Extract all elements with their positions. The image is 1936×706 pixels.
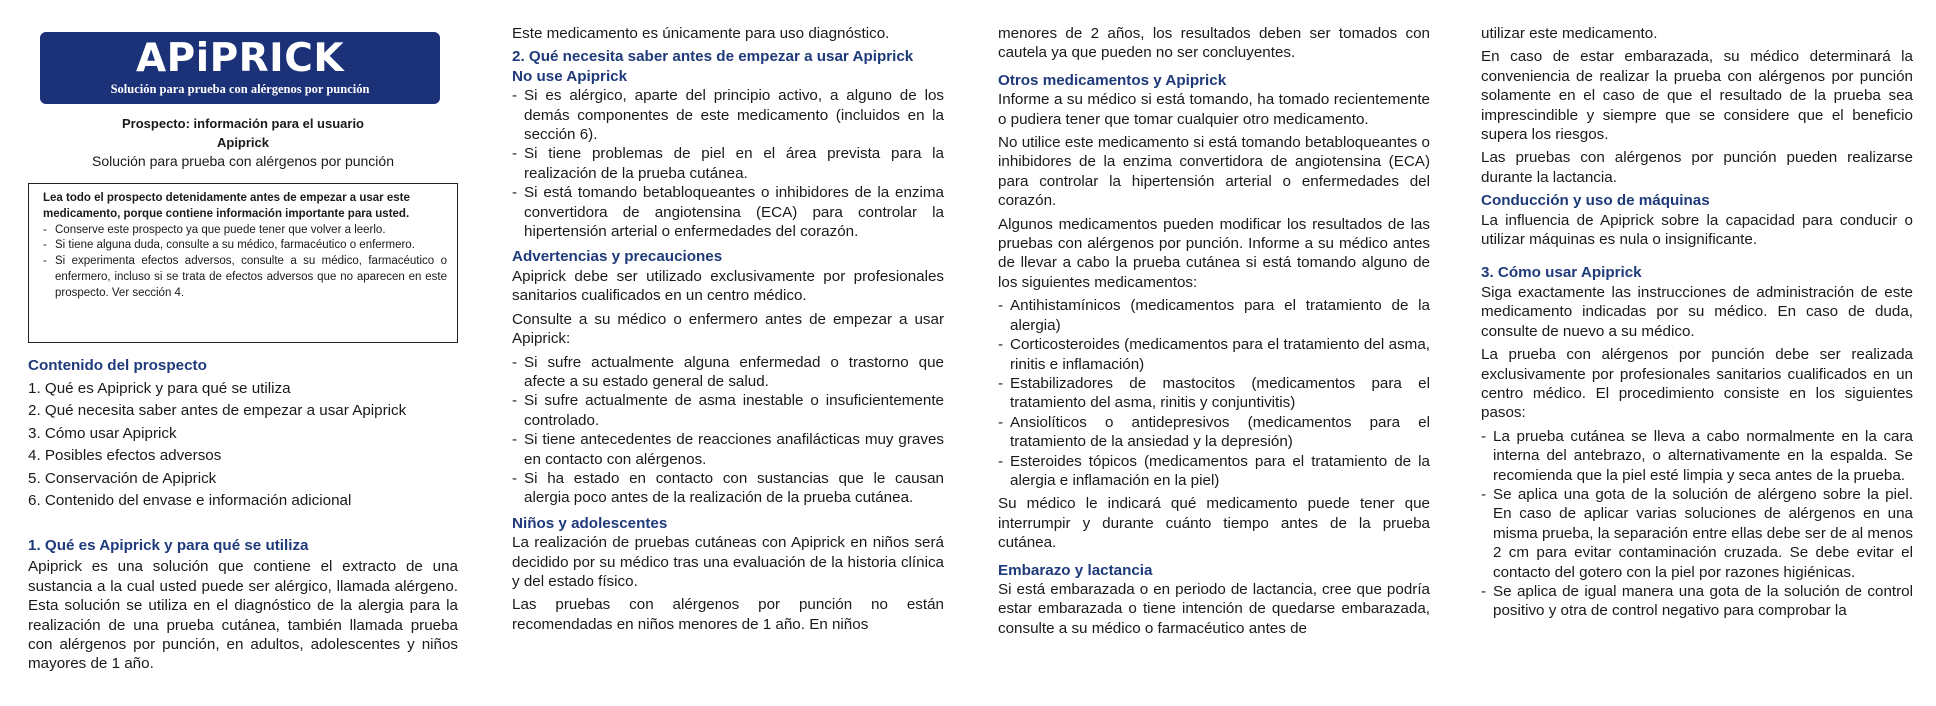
toc-item: 6. Contenido del envase e información adicional (28, 492, 352, 509)
other-medicines-title: Otros medicamentos y Apiprick (998, 71, 1227, 89)
paragraph: Algunos medicamentos pueden modificar los resultados de las pruebas con alérgenos por punción. Informe a su médico antes de llevar a cabo la prueba cutánea si está tomando alguno de los siguientes medicamentos: (998, 215, 1430, 291)
list-item: - Si tiene alguna duda, consulte a su médico, farmacéutico o enfermero. (43, 238, 447, 254)
paragraph: Su médico le indicará qué medicamento puede tener que interrumpir y durante cuánto tiempo antes de la prueba cutánea. (998, 495, 1430, 552)
warnings-paragraph: Consulte a su médico o enfermero antes de empezar a usar Apiprick: (512, 310, 944, 348)
list-item: - Ansiolíticos o antidepresivos (medicamentos para el tratamiento de la ansiedad y la depresión) (998, 413, 1430, 452)
table-of-contents (28, 355, 458, 513)
no-use-list (512, 86, 944, 241)
children-title: Niños y adolescentes (512, 514, 668, 532)
paragraph: La influencia de Apiprick sobre la capacidad para conducir o utilizar máquinas es nula o insignificante. (1481, 211, 1913, 249)
warnings-title: Advertencias y precauciones (512, 248, 723, 266)
medicines-list (998, 296, 1430, 490)
no-use-title: No use Apiprick (512, 67, 628, 85)
diagnostic-use-note: Este medicamento es únicamente para uso diagnóstico. (512, 25, 890, 42)
warnings-list (512, 353, 944, 508)
list-item: - Se aplica de igual manera una gota de la solución de control positivo y otra de control negativo para comprobar la (1481, 582, 1913, 621)
toc-item: 1. Qué es Apiprick y para qué se utiliza (28, 379, 291, 397)
pregnancy-title: Embarazo y lactancia (998, 561, 1153, 579)
leaflet-header: Prospecto: información para el usuario (122, 116, 364, 131)
list-item: - Si experimenta efectos adversos, consulte a su médico, farmacéutico o enfermero, incluso si se trata de efectos adversos que no aparecen en este prospecto. Ver sección 4. (43, 254, 447, 301)
list-item: - Si ha estado en contacto con sustancias que le causan alergia poco antes de la realización de la prueba cutánea. (512, 469, 944, 508)
product-description: Solución para prueba con alérgenos por punción (92, 153, 394, 169)
paragraph: Si está embarazada o en periodo de lactancia, cree que podría estar embarazada o tiene intención de quedarse embarazada, consulte a su médico o farmacéutico antes de (998, 580, 1430, 637)
list-item: - Si es alérgico, aparte del principio activo, a alguno de los demás componentes de este medicamento (incluidos en la sección 6). (512, 86, 944, 144)
toc-item: 4. Posibles efectos adversos (28, 447, 222, 464)
warning-box-list (43, 223, 447, 302)
paragraph: No utilice este medicamento si está tomando betabloqueantes o inhibidores de la enzima convertidora de angiotensina (ECA) para controlar la hipertensión arterial o enfermedades del corazón. (998, 134, 1430, 210)
paragraph: Informe a su médico si está tomando, ha tomado recientemente o pudiera tener que tomar cualquier otro medicamento. (998, 91, 1430, 128)
paragraph: menores de 2 años, los resultados deben ser tomados con cautela ya que pueden no ser concluyentes. (998, 25, 1430, 62)
toc-title: Contenido del prospecto (28, 357, 207, 374)
list-item: - Antihistamínicos (medicamentos para el tratamiento de la alergia) (998, 296, 1430, 335)
paragraph: Las pruebas con alérgenos por punción pueden realizarse durante la lactancia. (1481, 149, 1913, 186)
section-3-title: 3. Cómo usar Apiprick (1481, 264, 1642, 282)
brand-logo (40, 32, 440, 104)
logo-subtitle: Solución para prueba con alérgenos por punción (110, 82, 370, 96)
children-paragraph: Las pruebas con alérgenos por punción no están recomendadas en niños menores de 1 año. En niños (512, 596, 944, 633)
section-2-title: 2. Qué necesita saber antes de empezar a usar Apiprick (512, 48, 914, 66)
list-item: - La prueba cutánea se lleva a cabo normalmente en la cara interna del antebrazo, o alternativamente en la espalda. Se recomienda que la piel esté limpia y seca antes de la prueba. (1481, 427, 1913, 485)
paragraph: utilizar este medicamento. (1481, 25, 1658, 42)
section-1-title: 1. Qué es Apiprick y para qué se utiliza (28, 537, 309, 554)
driving-title: Conducción y uso de máquinas (1481, 192, 1710, 210)
paragraph: La prueba con alérgenos por punción debe ser realizada exclusivamente por profesionales sanitarios cualificados en un centro médico. El procedimiento consiste en los siguientes pasos: (1481, 346, 1913, 422)
steps-list (1481, 427, 1913, 621)
list-item: - Corticosteroides (medicamentos para el tratamiento del asma, rinitis e inflamación) (998, 335, 1430, 374)
list-item: - Esteroides tópicos (medicamentos para el tratamiento de la alergia e inflamación en la piel) (998, 452, 1430, 491)
product-name: Apiprick (216, 135, 269, 150)
column-3 (998, 24, 1430, 642)
warning-box (28, 183, 458, 343)
children-paragraph: La realización de pruebas cutáneas con Apiprick en niños será decidido por su médico tras una evaluación de la historia clínica y del estado físico. (512, 534, 944, 590)
warning-box-intro: Lea todo el prospecto detenidamente antes de empezar a usar este medicamento, porque contiene información importante para usted. (43, 192, 410, 220)
toc-item: 3. Cómo usar Apiprick (28, 424, 177, 442)
paragraph: Siga exactamente las instrucciones de administración de este medicamento indicadas por su médico. En caso de duda, consulte de nuevo a su médico. (1481, 283, 1913, 340)
column-4 (1481, 24, 1913, 621)
paragraph: En caso de estar embarazada, su médico determinará la conveniencia de realizar la prueba con alérgenos por punción solamente en el caso de que el resultado de la prueba sea imprescindible y siempre que se considere que el beneficio supera los riesgos. (1481, 48, 1913, 144)
warnings-paragraph: Apiprick debe ser utilizado exclusivamente por profesionales sanitarios cualificados en un centro médico. (512, 267, 944, 305)
list-item: - Si sufre actualmente alguna enfermedad o trastorno que afecte a su estado general de salud. (512, 353, 944, 392)
toc-item: 2. Qué necesita saber antes de empezar a usar Apiprick (28, 402, 407, 419)
column-2 (512, 24, 944, 638)
list-item: - Si sufre actualmente de asma inestable o insuficientemente controlado. (512, 391, 944, 430)
list-item: - Si tiene problemas de piel en el área prevista para la realización de la prueba cutánea. (512, 144, 944, 183)
list-item: - Conserve este prospecto ya que puede tener que volver a leerlo. (43, 223, 447, 239)
list-item: - Estabilizadores de mastocitos (medicamentos para el tratamiento del asma, rinitis y conjuntivitis) (998, 374, 1430, 413)
list-item: - Si está tomando betabloqueantes o inhibidores de la enzima convertidora de angiotensina (ECA) para controlar la hipertensión arterial o enfermedades del corazón. (512, 183, 944, 241)
toc-item: 5. Conservación de Apiprick (28, 469, 217, 487)
section-1-text: Apiprick es una solución que contiene el extracto de una sustancia a la cual usted puede ser alérgico, llamada alérgeno. Esta solución se utiliza en el diagnóstico de la alergia para la realización de una prueba cutánea, también llamada prueba con alérgenos por punción, en adultos, adolescentes y niños mayores de 1 año. (28, 558, 458, 673)
list-item: - Si tiene antecedentes de reacciones anafilácticas muy graves en contacto con alérgenos. (512, 430, 944, 469)
list-item: - Se aplica una gota de la solución de alérgeno sobre la piel. En caso de aplicar varias soluciones de alérgenos en una misma prueba, la separación entre ellas debe ser de al menos 2 cm para evitar contaminación cruzada. Se debe evitar el contacto del gotero con la piel por razones higiénicas. (1481, 485, 1913, 582)
logo-title: APiPRICK (135, 36, 345, 81)
